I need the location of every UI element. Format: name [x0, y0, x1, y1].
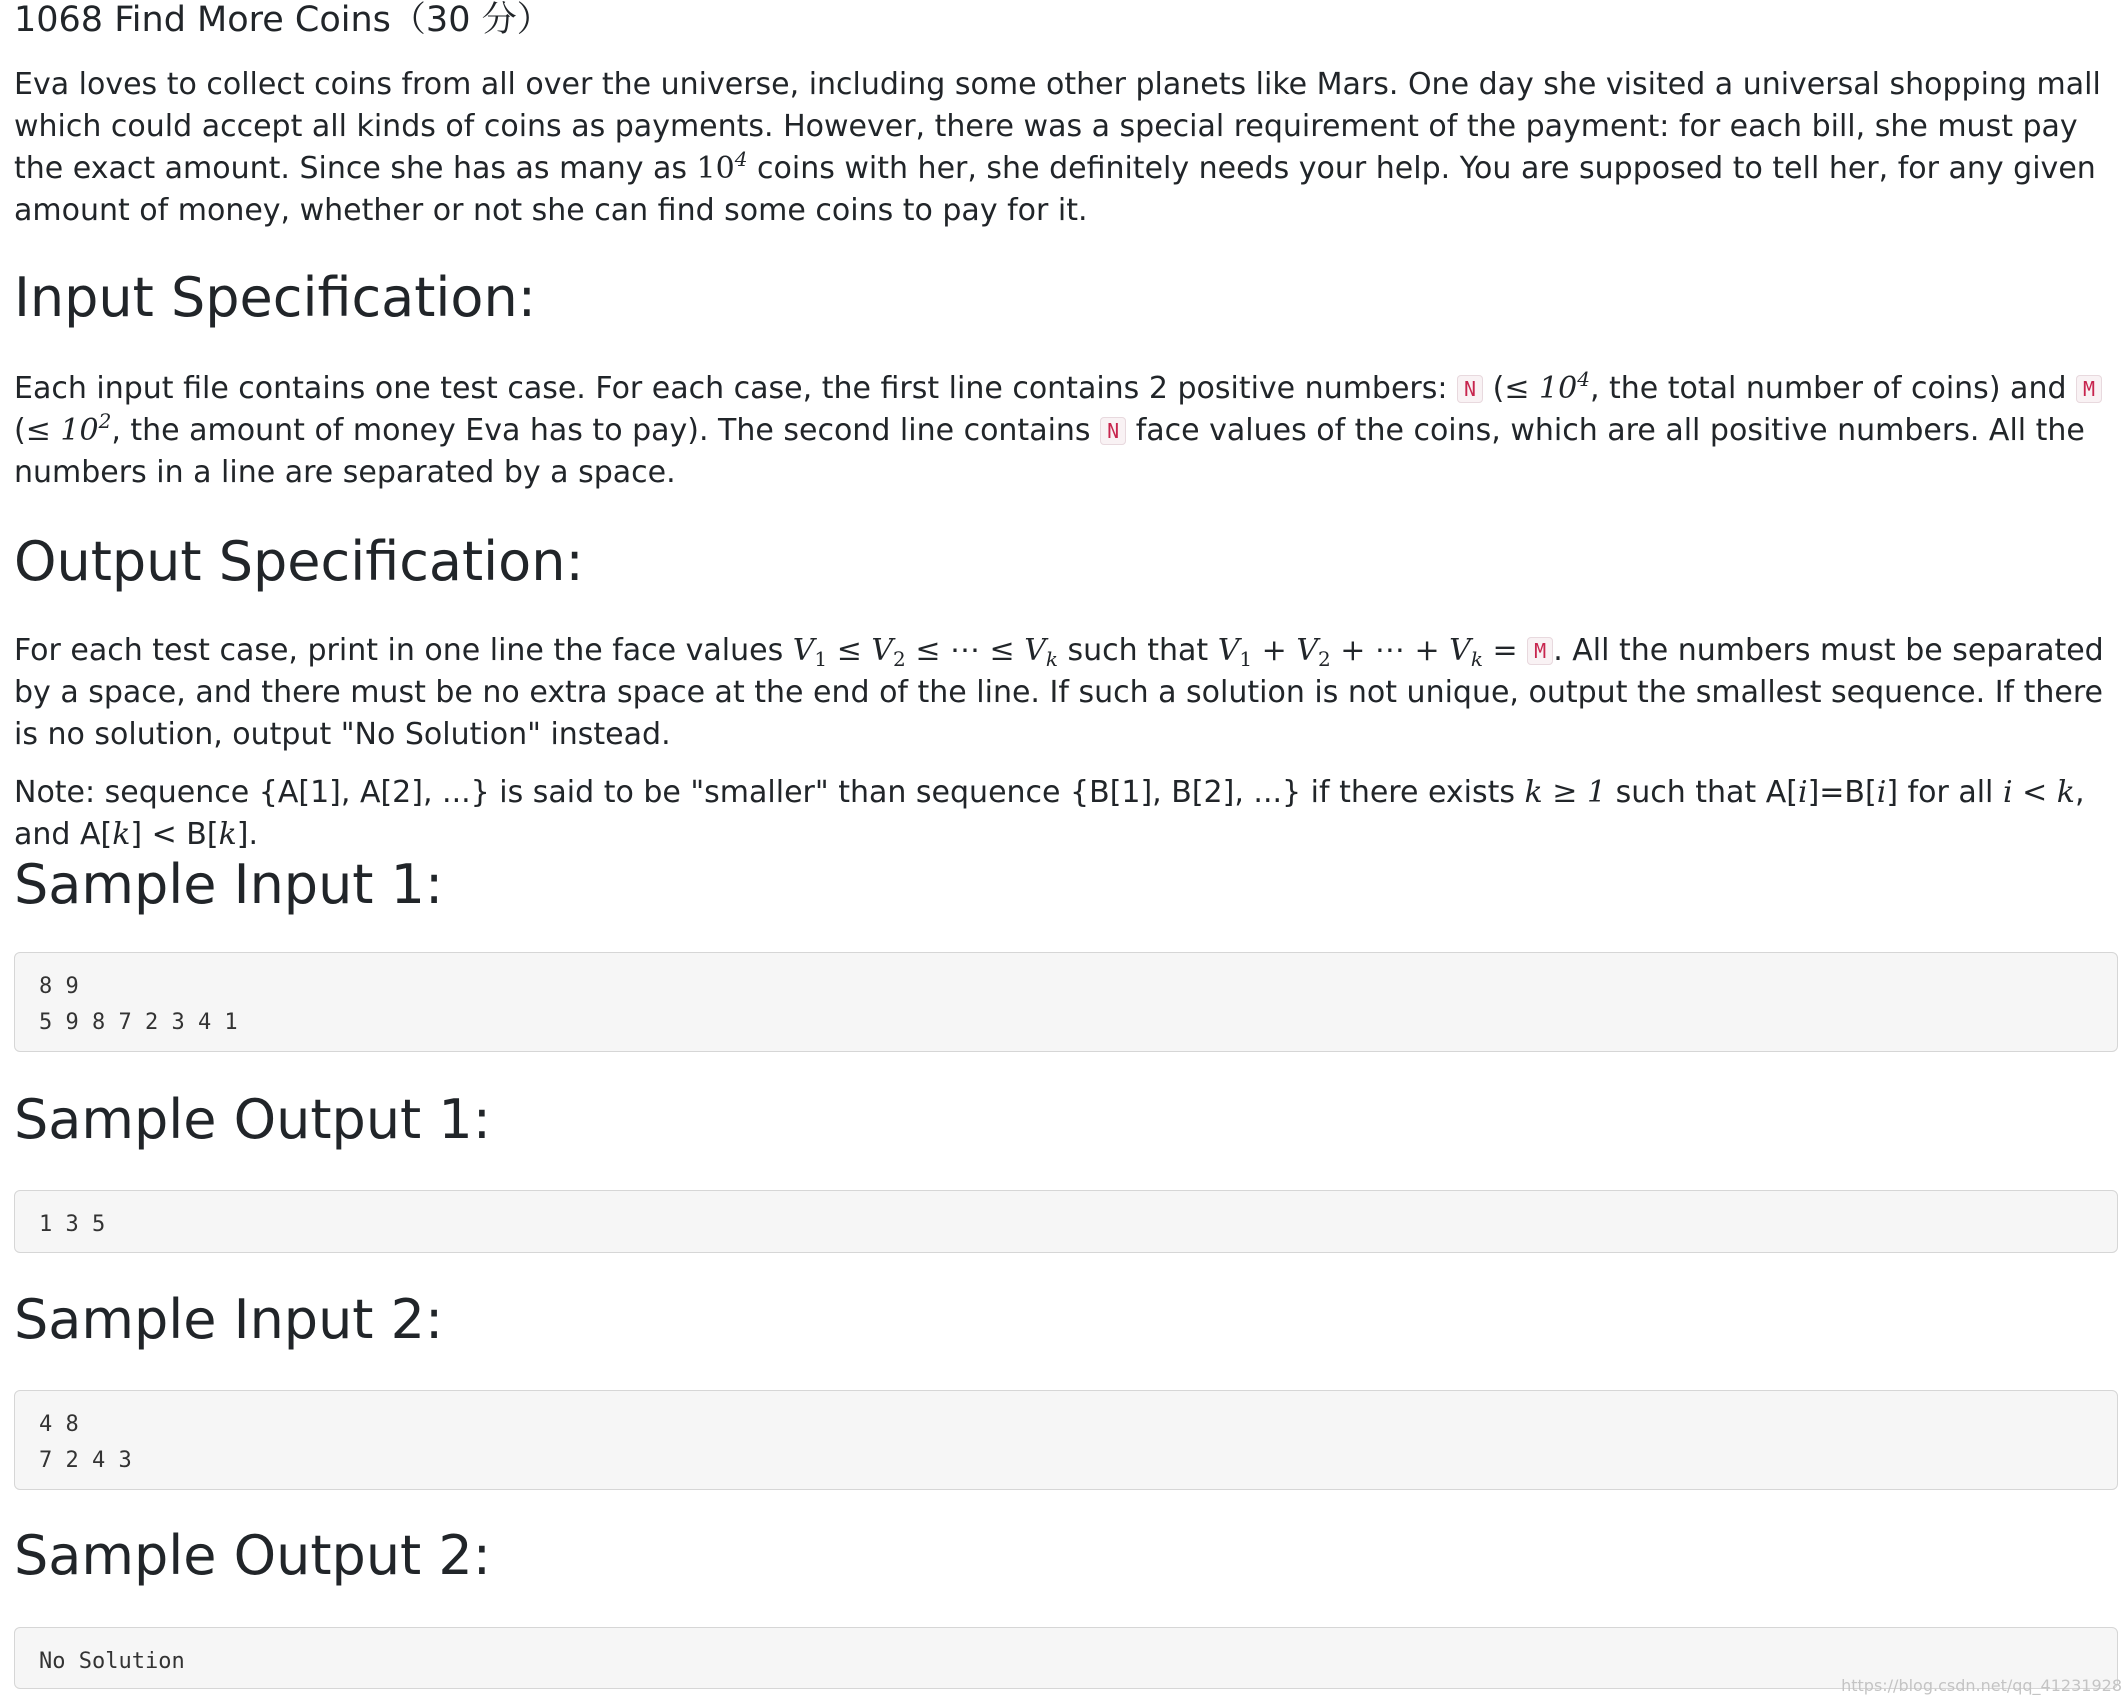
output-spec-text: For each test case, print in one line the face values $V_1 \le V_2$ ≤ ⋯ ≤ $V_k$ such that $V_1 + V_2$ + ⋯ + $V_k = M$ . All the numbers must be separated by a space, and there must be no extra space at the end of the line. If such a solution is not unique, output the smallest sequence. If there is no solution, output "No Solution" instead.: [14, 633, 2104, 752]
code-m: M: [1527, 637, 1553, 665]
sample-output-2-block: No Solution: [14, 1627, 2118, 1689]
sample-input-1-block: 8 9 5 9 8 7 2 3 4 1: [14, 952, 2118, 1052]
problem-description: Eva loves to collect coins from all over the universe, including some other planets like Mars. One day she visited a universal shopping mall which could accept all kinds of coins as payments. However, there was a special requirement of the payment: for each bill, she must pay the exact amount. Since she has as many as $10^4$ coins with her, she definitely needs your help. You are supposed to tell her, for any given amount of money, whether or not she can find some coins to pay for it.: [14, 67, 2101, 228]
sample-output-2-heading: Sample Output 2:: [14, 1524, 491, 1587]
input-spec-heading: Input Specification:: [14, 266, 536, 329]
math-n-bound: ≤ $10^4$: [1504, 367, 1590, 406]
problem-title: 1068 Find More Coins（30 分）: [14, 0, 552, 40]
math-sequence: $V_1 \le V_2$ ≤ ⋯ ≤ $V_k$: [792, 633, 1058, 671]
sample-output-1-block: 1 3 5: [14, 1190, 2118, 1253]
math-m-bound: ≤ $10^2$: [25, 409, 112, 448]
code-n: N: [1100, 417, 1126, 445]
watermark: https://blog.csdn.net/qq_41231928: [1841, 1676, 2122, 1695]
math-expression: $10^4$: [696, 147, 748, 186]
sample-input-2-block: 4 8 7 2 4 3: [14, 1390, 2118, 1490]
output-spec-heading: Output Specification:: [14, 530, 584, 593]
output-note: Note: sequence {A[1], A[2], ...} is said to be "smaller" than sequence {B[1], B[2], ...} if there exists k ≥ 1 such that A[i]=B[i] for all i < k, and A[k] < B[k].: [14, 775, 2085, 852]
math-sum: $V_1 + V_2$ + ⋯ + $V_k$ =: [1217, 633, 1528, 671]
sample-output-1-heading: Sample Output 1:: [14, 1088, 491, 1151]
input-spec-text: Each input file contains one test case. For each case, the first line contains 2 positive numbers: N (≤ $10^4$, the total number of coins) and M (≤ $10^2$, the amount of money Eva has to pay). The second line contains N face values of the coins, which are all positive numbers. All the numbers in a line are separated by a space.: [14, 368, 2120, 494]
code-m: M: [2076, 375, 2102, 403]
code-n: N: [1457, 375, 1483, 403]
sample-input-1-heading: Sample Input 1:: [14, 853, 444, 916]
sample-input-2-heading: Sample Input 2:: [14, 1288, 444, 1351]
problem-score: （30 分）: [390, 0, 552, 40]
